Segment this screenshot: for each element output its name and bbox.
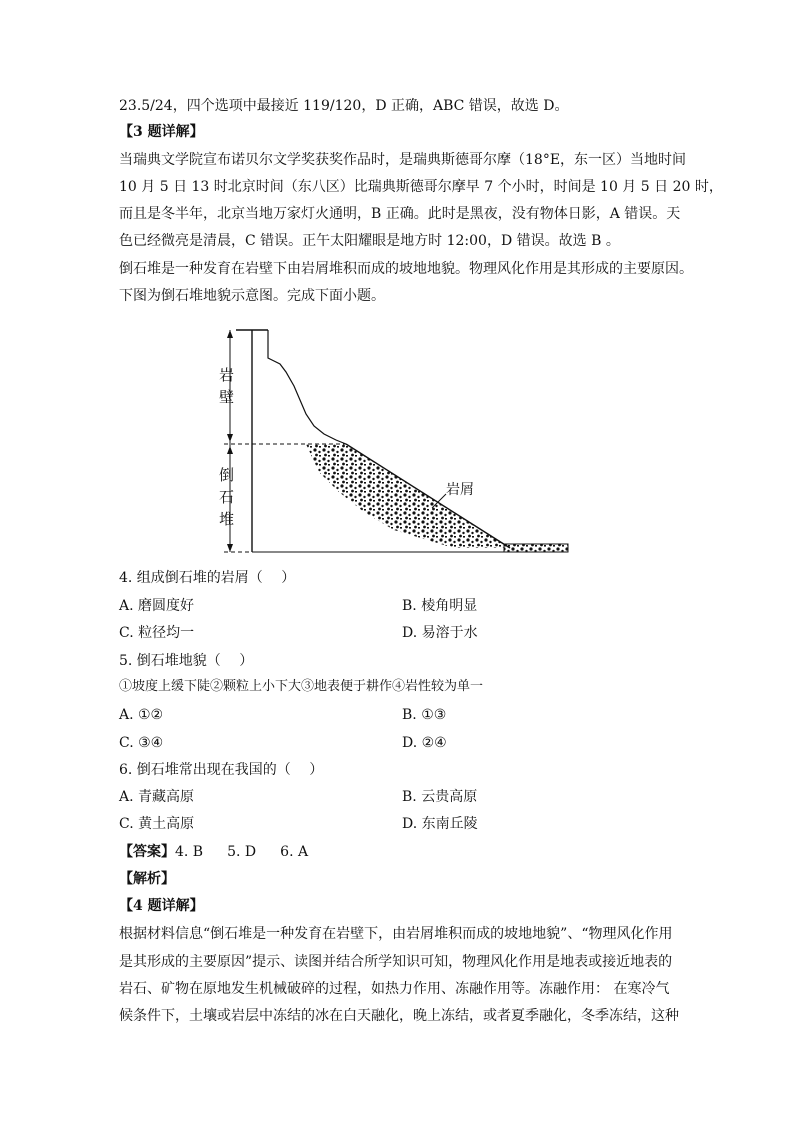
arrow-up-icon xyxy=(227,330,233,338)
label-pile-3: 堆 xyxy=(219,510,235,528)
q5-option-d[interactable]: D. ②④ xyxy=(402,735,447,751)
label-debris: 岩屑 xyxy=(446,482,474,498)
q5-option-b[interactable]: B. ①③ xyxy=(402,707,447,723)
answer-4: 4. B xyxy=(175,844,204,860)
arrow-down-icon xyxy=(227,434,233,442)
answer-6: 6. A xyxy=(280,844,309,860)
q4-option-a[interactable]: A. 磨圆度好 xyxy=(119,598,195,614)
option-row xyxy=(119,705,679,725)
text-line: 当瑞典文学院宣布诺贝尔文学奖获奖作品时，是瑞典斯德哥尔摩（18°E，东一区）当地时间 xyxy=(119,152,687,168)
label-wall-2: 壁 xyxy=(219,388,235,406)
text-line: 候条件下，土壤或岩层中冻结的冰在白天融化，晚上冻结，或者夏季融化，冬季冻结，这种 xyxy=(119,1008,679,1024)
q5-option-a[interactable]: A. ①② xyxy=(119,707,164,723)
label-pile-2: 石 xyxy=(219,488,235,506)
q4-option-b[interactable]: B. 棱角明显 xyxy=(402,598,478,614)
q6-option-d[interactable]: D. 东南丘陵 xyxy=(402,816,478,832)
text-line: 而且是冬半年，北京当地万家灯火通明，B 正确。此时是黑夜，没有物体日影，A 错误。天 xyxy=(119,206,681,222)
q4-option-d[interactable]: D. 易溶于水 xyxy=(402,625,478,641)
q5-option-c[interactable]: C. ③④ xyxy=(119,735,164,751)
q6-option-a[interactable]: A. 青藏高原 xyxy=(119,789,195,805)
option-row xyxy=(119,733,679,753)
ground-strip xyxy=(504,544,568,552)
talus-diagram xyxy=(214,322,574,558)
answer-5: 5. D xyxy=(227,844,257,860)
option-row xyxy=(119,596,679,616)
option-row xyxy=(119,787,679,807)
question-6-stem: 6. 倒石堆常出现在我国的（ ） xyxy=(119,762,324,778)
text-line: 根据材料信息“倒石堆是一种发育在岩壁下，由岩屑堆积而成的坡地地貌”、“物理风化作用 xyxy=(119,926,673,942)
answer-label: 【答案】 xyxy=(119,844,175,860)
section-heading-q4-detail: 【4 题详解】 xyxy=(119,898,204,914)
q6-option-c[interactable]: C. 黄土高原 xyxy=(119,816,195,832)
arrow-up-icon xyxy=(227,446,233,454)
text-line: 下图为倒石堆地貌示意图。完成下面小题。 xyxy=(119,288,385,304)
text-line: 23.5/24，四个选项中最接近 119/120，D 正确，ABC 错误，故选 D。 xyxy=(119,98,569,114)
text-line: 岩石、矿物在原地发生机械破碎的过程，如热力作用、冻融作用等。冻融作用： 在寒冷气 xyxy=(119,981,670,997)
option-row xyxy=(119,623,679,643)
analysis-heading: 【解析】 xyxy=(119,871,175,887)
text-line: 10 月 5 日 13 时北京时间（东八区）比瑞典斯德哥尔摩早 7 个小时，时间是 10 月 5 日 20 时， xyxy=(119,179,723,195)
q4-option-c[interactable]: C. 粒径均一 xyxy=(119,625,195,641)
section-heading-q3-detail: 【3 题详解】 xyxy=(119,124,204,140)
cliff-profile xyxy=(268,330,346,444)
label-wall-1: 岩 xyxy=(219,366,235,384)
q6-option-b[interactable]: B. 云贵高原 xyxy=(402,789,478,805)
option-row xyxy=(119,814,679,834)
text-line: 是其形成的主要原因”提示、读图并结合所学知识可知，物理风化作用是地表或接近地表的 xyxy=(119,954,673,970)
question-5-stem: 5. 倒石堆地貌（ ） xyxy=(119,653,254,669)
question-4-stem: 4. 组成倒石堆的岩屑（ ） xyxy=(119,570,296,586)
arrow-down-icon xyxy=(227,544,233,552)
text-line: 倒石堆是一种发育在岩壁下由岩屑堆积而成的坡地地貌。物理风化作用是其形成的主要原因。 xyxy=(119,261,693,277)
answer-line xyxy=(119,842,679,862)
question-5-statements: ①坡度上缓下陡②颗粒上小下大③地表便于耕作④岩性较为单一 xyxy=(119,679,484,694)
text-line: 色已经微亮是清晨，C 错误。正午太阳耀眼是地方时 12:00，D 错误。故选 B 。 xyxy=(119,233,620,249)
label-pile-1: 倒 xyxy=(219,466,235,484)
